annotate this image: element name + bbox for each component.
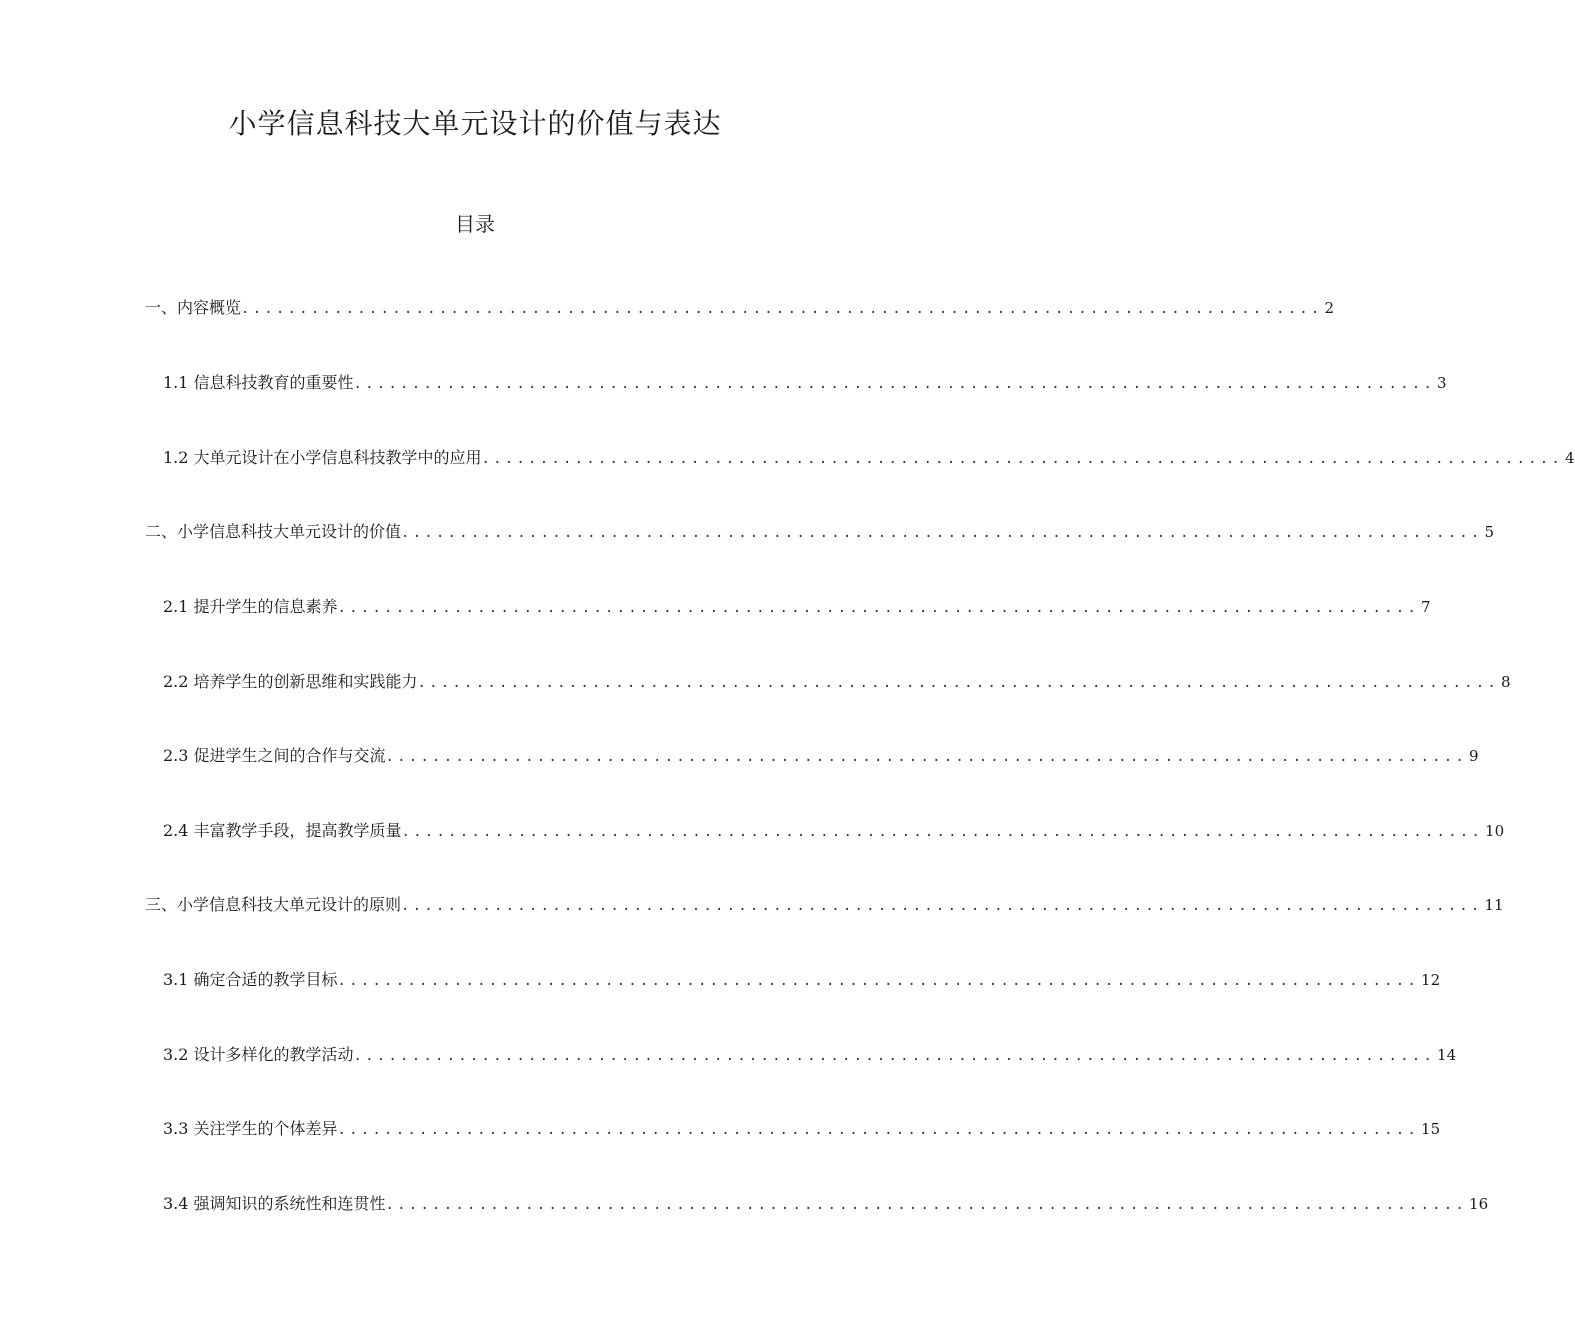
toc-entry-1-1[interactable]	[163, 371, 1447, 396]
toc-dot-leader: .............................................................................................	[337, 600, 1420, 616]
toc-page-number: 12	[1421, 971, 1441, 989]
toc-entry-label: 3.3 关注学生的个体差异	[163, 1119, 338, 1138]
toc-dot-leader: .............................................................................................	[353, 376, 1436, 392]
toc-entry-label: 1.2 大单元设计在小学信息科技教学中的应用	[163, 448, 482, 467]
toc-entry-3-4[interactable]	[163, 1192, 1489, 1217]
toc-entry-3[interactable]	[145, 893, 1504, 918]
toc-entry-1[interactable]	[145, 296, 1335, 321]
toc-page-number: 4	[1565, 449, 1575, 467]
toc-page-number: 2	[1324, 299, 1335, 317]
toc-entry-3-3[interactable]	[163, 1117, 1441, 1142]
toc-page-number: 7	[1421, 598, 1431, 616]
toc-dot-leader: .............................................................................................	[241, 301, 1323, 317]
toc-page-number: 3	[1437, 374, 1447, 392]
toc-entry-label: 2.4 丰富教学手段，提高教学质量	[163, 821, 402, 840]
toc-page-number: 9	[1469, 747, 1479, 765]
toc-entry-1-2[interactable]	[163, 446, 1575, 471]
toc-entry-label: 2.2 培养学生的创新思维和实践能力	[163, 672, 418, 691]
toc-dot-leader: .............................................................................................	[401, 824, 1484, 840]
toc-page-number: 10	[1485, 822, 1505, 840]
toc-entry-label: 二、小学信息科技大单元设计的价值	[145, 522, 402, 541]
toc-dot-leader: .............................................................................................	[385, 1197, 1468, 1213]
toc-dot-leader: .............................................................................................	[401, 525, 1483, 541]
toc-entry-label: 2.1 提升学生的信息素养	[163, 597, 338, 616]
toc-dot-leader: .............................................................................................	[481, 451, 1564, 467]
toc-page-number: 5	[1484, 523, 1495, 541]
toc-entry-3-1[interactable]	[163, 968, 1441, 993]
toc-dot-leader: .............................................................................................	[385, 749, 1468, 765]
toc-entry-3-2[interactable]	[163, 1043, 1457, 1068]
toc-page-number: 16	[1469, 1195, 1489, 1213]
toc-entry-2-2[interactable]	[163, 670, 1511, 695]
toc-entry-2[interactable]	[145, 520, 1495, 545]
toc-page-number: 8	[1501, 673, 1511, 691]
toc-dot-leader: .............................................................................................	[337, 1122, 1420, 1138]
toc-entry-2-3[interactable]	[163, 744, 1479, 769]
toc-entry-2-1[interactable]	[163, 595, 1431, 620]
toc-entry-label: 1.1 信息科技教育的重要性	[163, 373, 354, 392]
toc-entry-label: 三、小学信息科技大单元设计的原则	[145, 895, 402, 914]
document-title: 小学信息科技大单元设计的价值与表达	[228, 107, 722, 140]
toc-heading: 目录	[455, 212, 495, 236]
toc-entry-label: 3.4 强调知识的系统性和连贯性	[163, 1194, 386, 1213]
toc-entry-label: 2.3 促进学生之间的合作与交流	[163, 746, 386, 765]
toc-page-number: 11	[1484, 896, 1504, 914]
toc-entry-label: 一、内容概览	[145, 298, 242, 317]
toc-dot-leader: .............................................................................................	[353, 1048, 1436, 1064]
toc-page-number: 15	[1421, 1120, 1441, 1138]
toc-dot-leader: .............................................................................................	[417, 675, 1500, 691]
toc-dot-leader: .............................................................................................	[337, 973, 1420, 989]
toc-dot-leader: .............................................................................................	[401, 898, 1483, 914]
toc-entry-label: 3.1 确定合适的教学目标	[163, 970, 338, 989]
toc-entry-label: 3.2 设计多样化的教学活动	[163, 1045, 354, 1064]
toc-page-number: 14	[1437, 1046, 1457, 1064]
toc-entry-2-4[interactable]	[163, 819, 1505, 844]
